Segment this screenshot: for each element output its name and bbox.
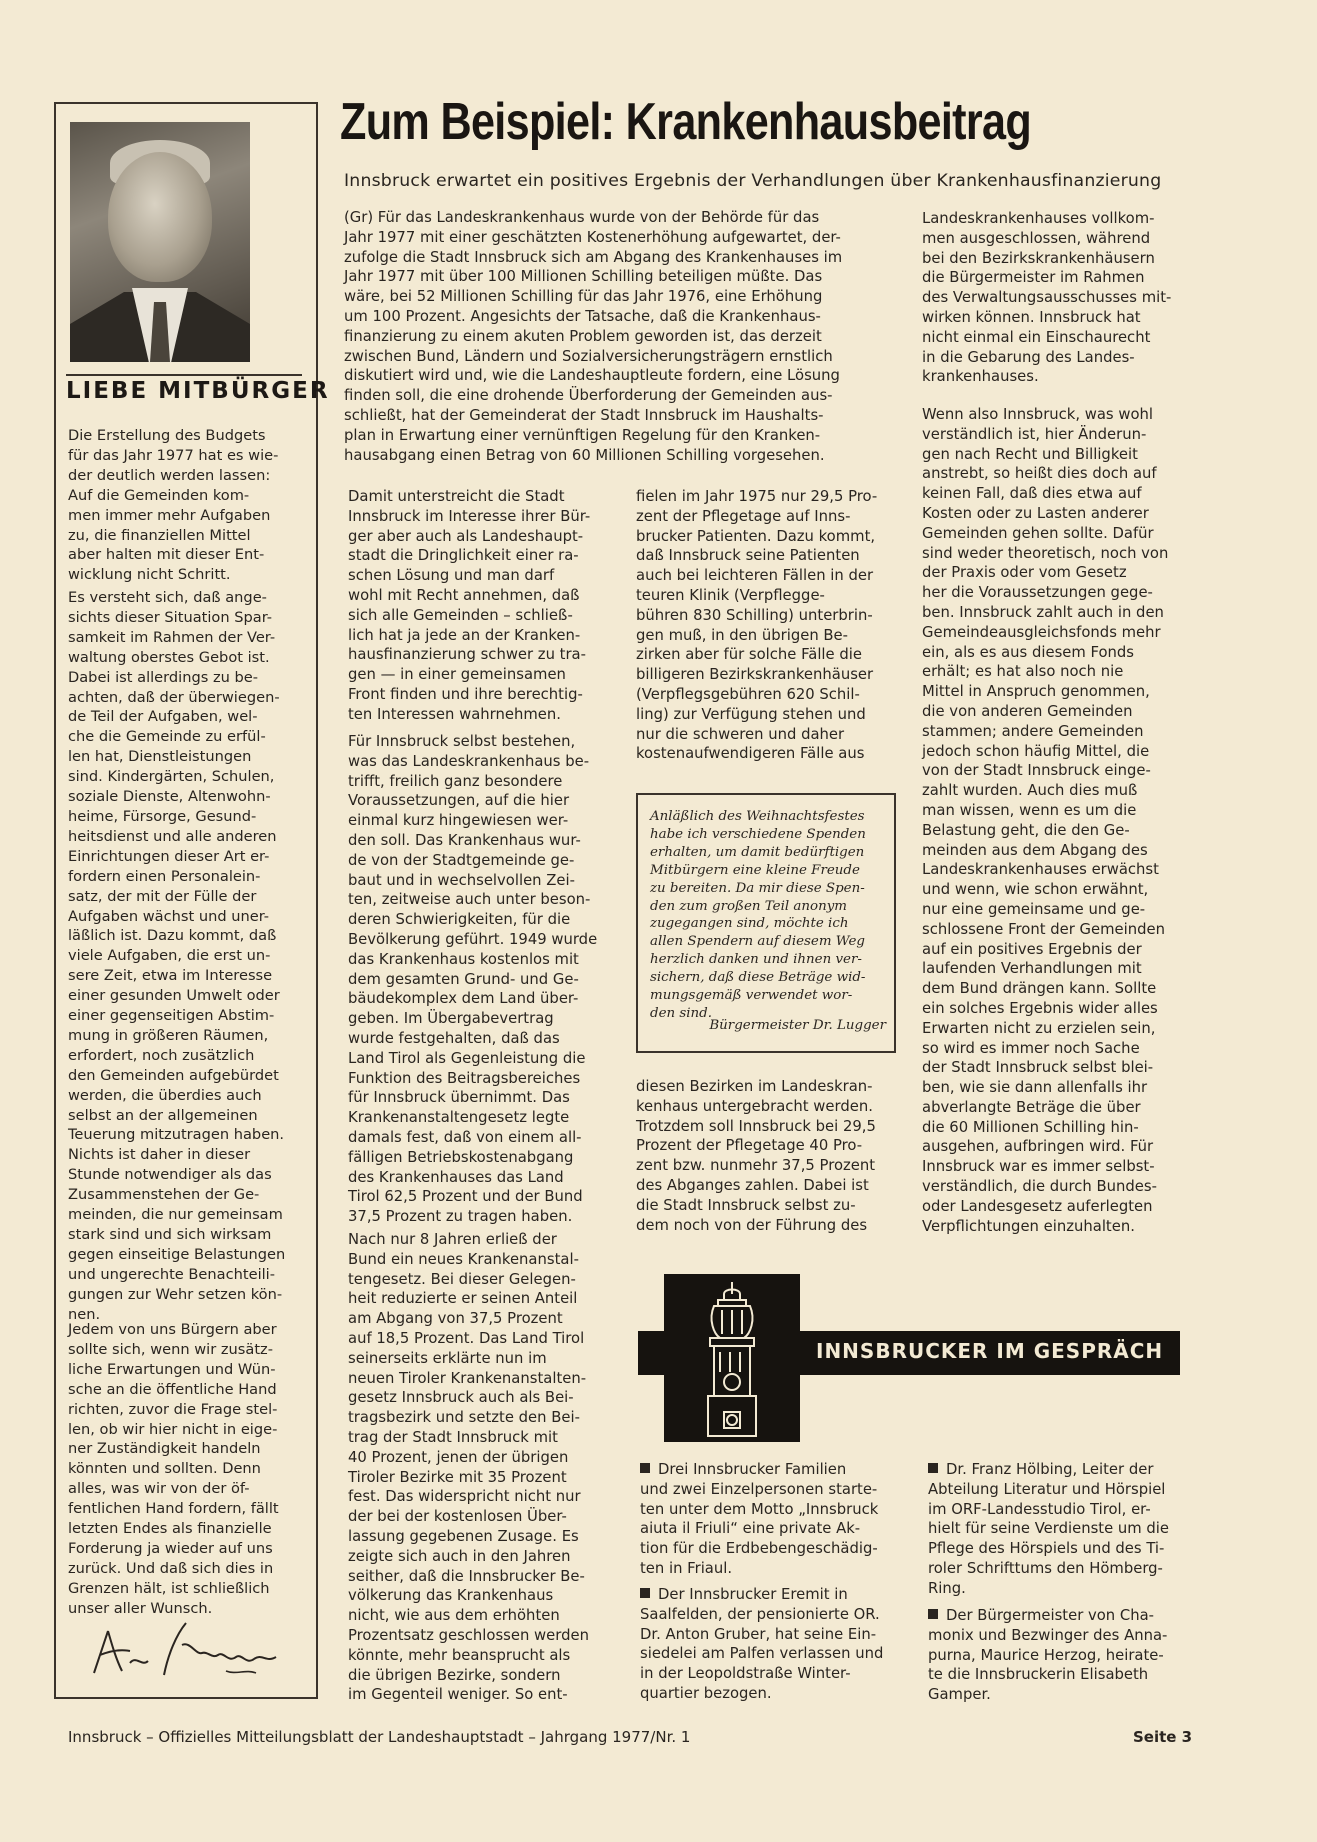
article-col1-paragraph-1: Damit unterstreicht die Stadt Innsbruck im Interesse ihrer Bür- ger aber auch als Landeshaupt- stadt die Dringlichkeit einer ra- schen Lösung und man darf wohl mit Recht annehmen, daß sich alle Gemeinden – schließ- lich hat ja jede an der Kranken- hausfinanzierung schwer zu tra- gen — in einer gemeinsamen Front finden und ihre berechtig- ten Interessen wahrnehmen.: [348, 488, 591, 723]
article-col1-paragraph-2: Für Innsbruck selbst bestehen, was das Landeskrankenhaus be- trifft, freilich ganz besondere Voraussetzungen, auf die hier einmal kurz hingewiesen wer- den soll. Das Krankenhaus wur- de von der Stadtgemeinde ge- baut und in wechselvollen Zei- ten, zeitweise auch unter beson- deren Schwierigkeiten, für die Bevölkerung geführt. 1949 wurde das Krankenhaus kostenlos mit dem gesamten Grund- und Ge- bäudekomplex dem Land über- geben. Im Übergabevertrag wurde festgehalten, daß das Land Tirol als Gegenleistung die Funktion des Beitragsbereiches für Innsbruck übernimmt. Das Krankenanstaltengesetz legte damals fest, daß von einem all- fälligen Betriebskostenabgang des Krankenhauses das Land Tirol 62,5 Prozent und der Bund 37,5 Prozent zu tragen haben.: [348, 733, 598, 1226]
sidebar-paragraph-3: Jedem von uns Bürgern aber sollte sich, wenn wir zusätz- liche Erwartungen und Wün- sche an die öffentliche Hand richten, zuvor die Frage stel- len, ob wir hier nicht in eige- ner Zuständigkeit handeln könnten und sollten. Denn alles, was wir von der öf- fentlichen Hand fordern, fällt letzten Endes als finanzielle Forderung ja wieder auf uns zurück. Und daß sich dies in Grenzen hält, ist schließlich unser aller Wunsch.: [68, 1321, 279, 1617]
article-col3-paragraph-2: Wenn also Innsbruck, was wohl verständlich ist, hier Änderun- gen nach Recht und Billigkeit anstrebt, so heißt dies doch auf keinen Fall, daß dies etwa auf Kosten oder zu Lasten anderer Gemeinden gehen sollte. Dafür sind weder theoretisch, noch von der Praxis oder vom Gesetz her die Voraussetzungen gege- ben. Innsbruck zahlt auch in den Gemeindeausgleichsfonds mehr ein, als es aus diesem Fonds erhält; es hat also noch nie Mittel in Anspruch genommen, die von anderen Gemeinden stammen; andere Gemeinden jedoch schon häufig Mittel, die von der Stadt Innsbruck einge- zahlt wurden. Auch dies muß man wissen, wenn es um die Belastung geht, die den Ge- meinden aus dem Abgang des Landeskrankenhauses erwächst und wenn, wie schon erwähnt, nur eine gemeinsame und ge- schlossene Front der Gemeinden auf ein positives Ergebnis der laufenden Verhandlungen mit dem Bund drängen kann. Sollte ein solches Ergebnis wider alles Erwarten nicht zu erzielen sein, so wird es immer noch Sache der Stadt Innsbruck selbst blei- ben, wie sie dann allenfalls ihr abverlangte Beträge die über die 60 Millionen Schilling hin- ausgehen, aufbringen wird. Für Innsbruck war es immer selbst- verständlich, die durch Bundes- oder Landesgesetz auferlegten Verpflichtungen einzuhalten.: [922, 406, 1169, 1235]
bullet-icon: [640, 1463, 650, 1473]
sidebar-paragraph-1: Die Erstellung des Budgets für das Jahr 1977 hat es wie- der deutlich werden lassen: Auf die Gemeinden kom- men immer mehr Aufgaben zu, die finanziellen Mittel aber halten mit dieser Ent- wicklung nicht Schritt.: [68, 427, 279, 584]
mayor-portrait: [70, 122, 250, 362]
news-item-4: Der Bürgermeister von Cha- monix und Bezwinger des Anna- purna, Maurice Herzog, heirate- te die Innsbruckerin Elisabeth Gamper.: [928, 1607, 1168, 1704]
bullet-icon: [928, 1463, 938, 1473]
donation-note-text: Anläßlich des Weihnachtsfestes habe ich verschiedene Spenden erhalten, um damit bedürftigen Mitbürgern eine kleine Freude zu bereiten. Da mir diese Spen- den zum großen Teil anonym zugegangen sind, möchte ich allen Spendern auf diesem Weg herzlich danken und ihnen ver- sichern, daß diese Beträge wid- mungsgemäß verwendet wor- den sind.: [650, 809, 866, 1021]
bullet-icon: [640, 1588, 650, 1598]
page-number: Seite 3: [1133, 1728, 1193, 1746]
sidebar-heading-rule: [66, 374, 302, 376]
mayor-signature: [86, 1615, 296, 1685]
page-footer: Innsbruck – Offizielles Mitteilungsblatt der Landeshauptstadt – Jahrgang 1977/Nr. 1: [68, 1728, 691, 1746]
article-lead: (Gr) Für das Landeskrankenhaus wurde von der Behörde für das Jahr 1977 mit einer geschätzten Kostenerhöhung aufgewartet, der- zufolge die Stadt Innsbruck sich am Abgang des Krankenhauses im Jahr 1977 mit über 100 Millionen Schilling beteiligen müßte. Das wäre, bei 52 Millionen Schilling für das Jahr 1976, eine Erhöhung um 100 Prozent. Angesichts der Tatsache, daß die Krankenhaus- finanzierung zu einem akuten Problem geworden ist, das derzeit zwischen Bund, Ländern und Sozialversicherungsträgern ernstlich diskutiert wird und, wie die Landeshauptleute fordern, eine Lösung finden soll, die eine drohende Überforderung der Gemeinden aus- schließt, hat der Gemeinderat der Stadt Innsbruck im Haushalts- plan in Erwartung einer vernünftigen Regelung für den Kranken- hausabgang einen Betrag von 60 Millionen Schilling vorgesehen.: [344, 209, 843, 464]
article-headline: Zum Beispiel: Krankenhausbeitrag: [340, 93, 1032, 151]
news-item-2: Der Innsbrucker Eremit in Saalfelden, der pensionierte OR. Dr. Anton Gruber, hat seine Ein- siedelei am Palfen verlassen und in der Leopoldstraße Winter- quartier bezogen.: [640, 1586, 884, 1702]
news-item-1: Drei Innsbrucker Familien und zwei Einzelpersonen starte- ten unter dem Motto „Innsbruck aiuta il Friuli“ eine private Ak- tion für die Erdbebengeschädig- ten in Friaul.: [640, 1461, 879, 1577]
article-col3-paragraph-1: Landeskrankenhauses vollkom- men ausgeschlossen, während bei den Bezirkskrankenhäusern die Bürgermeister im Rahmen des Verwaltungsausschusses mit- wirken können. Innsbruck hat nicht einmal ein Einschaurecht in die Gebarung des Landes- krankenhauses.: [922, 210, 1172, 386]
article-subhead: Innsbruck erwartet ein positives Ergebnis der Verhandlungen über Krankenhausfinanzierung: [344, 171, 1162, 191]
city-tower-icon: [694, 1280, 770, 1438]
article-col2-paragraph-2: diesen Bezirken im Landeskran- kenhaus untergebracht werden. Trotzdem soll Innsbruck bei 29,5 Prozent der Pflegetage 40 Pro- zent bzw. nunmehr 37,5 Prozent des Abganges zahlen. Dabei ist die Stadt Innsbruck selbst zu- dem noch von der Führung des: [636, 1078, 876, 1234]
banner-title: INNSBRUCKER IM GESPRÄCH: [816, 1339, 1164, 1363]
sidebar-paragraph-2: Es versteht sich, daß ange- sichts dieser Situation Spar- samkeit im Rahmen der Ver- waltung oberstes Gebot ist. Dabei ist allerdings zu be- achten, daß der überwiegen- de Teil der Aufgaben, wel- che die Gemeinde zu erfül- len hat, Dienstleistungen sind. Kindergärten, Schulen, soziale Dienste, Altenwohn- heime, Fürsorge, Gesund- heitsdienst und alle anderen Einrichtungen dieser Art er- fordern einen Personalein- satz, der mit der Fülle der Aufgaben wächst und uner- läßlich ist. Dazu kommt, daß viele Aufgaben, die erst un- sere Zeit, etwa im Interesse einer gesunden Umwelt oder einer gegenseitigen Abstim- mung in größeren Räumen, erfordert, noch zusätzlich den Gemeinden aufgebürdet werden, die überdies auch selbst an der allgemeinen Teuerung mitzutragen haben. Nichts ist daher in dieser Stunde notwendiger als das Zusammenstehen der Ge- meinden, die nur gemeinsam stark sind und sich wirksam gegen einseitige Belastungen und ungerechte Benachteili- gungen zur Wehr setzen kön- nen.: [68, 589, 286, 1323]
sidebar-heading: LIEBE MITBÜRGER: [66, 378, 330, 404]
bullet-icon: [928, 1609, 938, 1619]
donation-note-signature: Bürgermeister Dr. Lugger: [709, 1018, 886, 1033]
news-item-3: Dr. Franz Hölbing, Leiter der Abteilung Literatur und Hörspiel im ORF-Landesstudio Tirol, er- hielt für seine Verdienste um die Pflege des Hörspiels und des Ti- roler Schrifttums den Hömberg- Ring.: [928, 1461, 1169, 1597]
article-col2-paragraph-1: fielen im Jahr 1975 nur 29,5 Pro- zent der Pflegetage auf Inns- brucker Patienten. Dazu kommt, daß Innsbruck seine Patienten auch bei leichteren Fällen in der teuren Klinik (Verpflegge- bühren 830 Schilling) unterbrin- gen muß, in den übrigen Be- zirken aber für solche Fälle die billigeren Bezirkskrankenhäuser (Verpflegsgebühren 620 Schil- ling) zur Verfügung stehen und nur die schweren und daher kostenaufwendigeren Fälle aus: [636, 488, 878, 763]
article-col1-paragraph-3: Nach nur 8 Jahren erließ der Bund ein neues Krankenanstal- tengesetz. Bei dieser Gelegen- heit reduzierte er seinen Anteil am Abgang von 37,5 Prozent auf 18,5 Prozent. Das Land Tirol seinerseits erklärte nun im neuen Tiroler Krankenanstalten- gesetz Innsbruck auch als Bei- tragsbezirk und setzte den Bei- trag der Stadt Innsbruck mit 40 Prozent, jenen der übrigen Tiroler Bezirke mit 35 Prozent fest. Das widerspricht nicht nur der bei der kostenlosen Über- lassung gegebenen Zusage. Es zeigte sich auch in den Jahren seither, daß die Innsbrucker Be- völkerung das Krankenhaus nicht, wie aus dem erhöhten Prozentsatz geschlossen werden könnte, mehr beansprucht als die übrigen Bezirke, sondern im Gegenteil weniger. So ent-: [348, 1231, 589, 1704]
